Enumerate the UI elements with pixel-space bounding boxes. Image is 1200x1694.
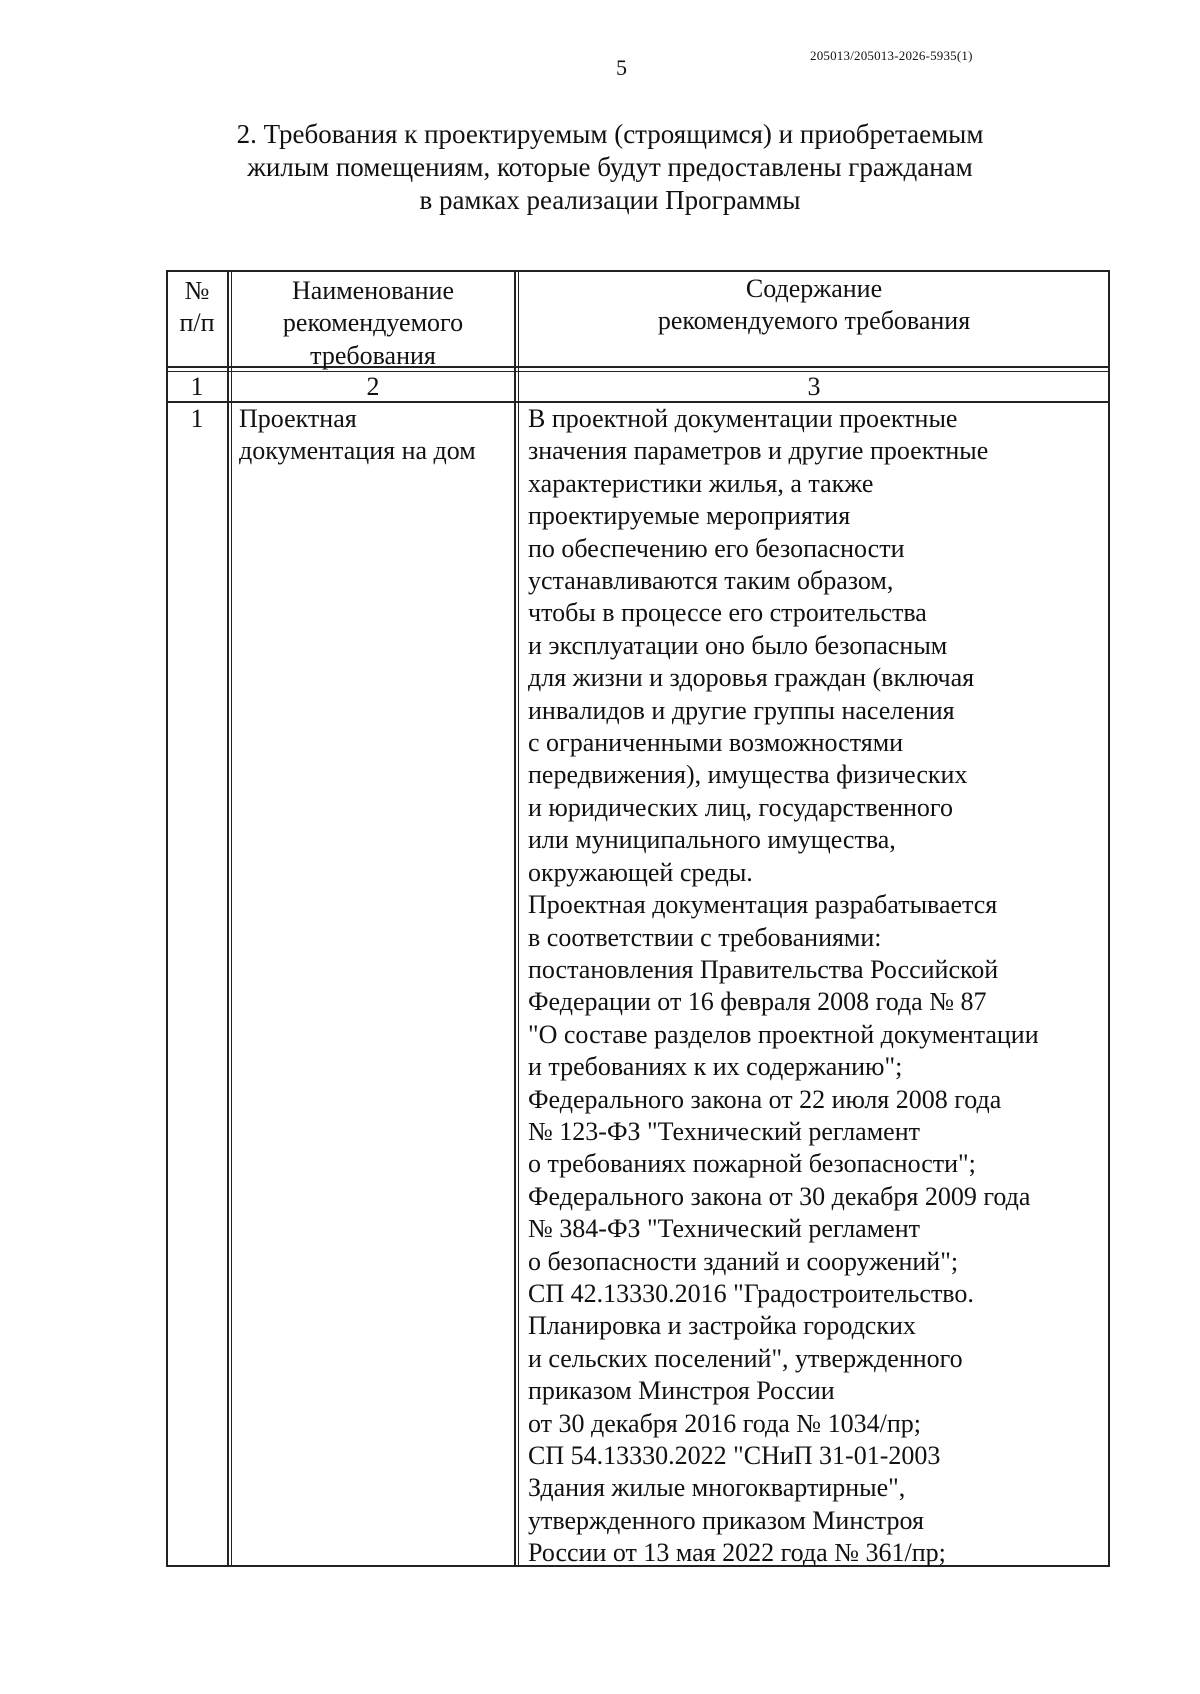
content-line: в соответствии с требованиями: — [528, 922, 882, 952]
row-requirement-content — [528, 403, 1106, 1570]
content-line: с ограниченными возможностями — [528, 728, 904, 758]
heading-line: в рамках реализации Программы — [419, 185, 801, 215]
requirement-name-line: документация на дом — [239, 436, 476, 466]
heading-line: жилым помещениям, которые будут предоставлены гражданам — [247, 152, 973, 182]
content-line: значения параметров и другие проектные — [528, 436, 989, 466]
content-line: Федерального закона от 30 декабря 2009 года — [528, 1181, 1031, 1211]
content-line: и сельских поселений", утвержденного — [528, 1343, 963, 1373]
header-col-number-line: п/п — [179, 308, 215, 338]
header-col-number-line: № — [184, 276, 210, 305]
content-line: № 123-ФЗ "Технический регламент — [528, 1116, 920, 1146]
content-line: характеристики жилья, а также — [528, 468, 874, 498]
content-line: России от 13 мая 2022 года № 361/пр; — [528, 1538, 946, 1568]
content-line: приказом Минстроя России — [528, 1376, 835, 1406]
row-number: 1 — [190, 404, 204, 433]
content-line: и требованиях к их содержанию"; — [528, 1052, 903, 1082]
content-line: постановления Правительства Российской — [528, 954, 999, 984]
table-border-right — [1108, 270, 1110, 1567]
content-line: "О составе разделов проектной документации — [528, 1019, 1039, 1049]
content-line: Здания жилые многоквартирные", — [528, 1473, 906, 1503]
column-divider-2-inner — [518, 270, 519, 1567]
header-col-name-line: рекомендуемого — [282, 308, 464, 338]
content-line: передвижения), имущества физических — [528, 760, 968, 790]
section-heading — [180, 118, 1040, 217]
column-number-3: 3 — [807, 372, 821, 401]
content-line: Проектная документация разрабатывается — [528, 890, 998, 920]
content-line: о безопасности зданий и сооружений"; — [528, 1246, 959, 1276]
content-line: Федерального закона от 22 июля 2008 года — [528, 1084, 1002, 1114]
content-line: или муниципального имущества, — [528, 825, 896, 855]
content-line: Федерации от 16 февраля 2008 года № 87 — [528, 987, 987, 1017]
table-border-top — [166, 270, 1110, 272]
content-line: по обеспечению его безопасности — [528, 533, 905, 563]
content-line: и эксплуатации оно было безопасным — [528, 630, 948, 660]
content-line: СП 54.13330.2022 "СНиП 31-01-2003 — [528, 1441, 941, 1470]
content-line: окружающей среды. — [528, 857, 753, 887]
content-line: Планировка и застройка городских — [528, 1311, 916, 1341]
content-line: проектируемые мероприятия — [528, 501, 851, 531]
column-divider-2 — [514, 270, 516, 1567]
column-number-1: 1 — [190, 372, 204, 401]
content-line: и юридических лиц, государственного — [528, 792, 953, 822]
requirement-name-line: Проектная — [239, 404, 357, 433]
content-line: № 384-ФЗ "Технический регламент — [528, 1214, 920, 1244]
column-divider-1 — [227, 270, 229, 1567]
column-number-2: 2 — [366, 372, 380, 401]
header-col-name — [232, 275, 514, 372]
content-line: В проектной документации проектные — [528, 404, 958, 433]
content-line: чтобы в процессе его строительства — [528, 598, 927, 628]
header-col-content — [520, 273, 1108, 338]
heading-line: 2. Требования к проектируемым (строящимся) и приобретаемым — [236, 119, 984, 149]
header-col-content-line: Содержание — [745, 274, 883, 303]
row-requirement-name — [239, 403, 511, 468]
page-number: 5 — [616, 55, 627, 80]
requirements-table — [166, 270, 1110, 1567]
table-border-left — [166, 270, 168, 1567]
content-line: о требованиях пожарной безопасности"; — [528, 1149, 976, 1179]
header-col-name-line: Наименование — [292, 276, 454, 305]
header-col-number — [168, 275, 226, 340]
header-col-name-line: требования — [310, 340, 436, 370]
content-line: от 30 декабря 2016 года № 1034/пр; — [528, 1408, 921, 1438]
content-line: утвержденного приказом Минстроя — [528, 1505, 924, 1535]
content-line: для жизни и здоровья граждан (включая — [528, 663, 975, 693]
content-line: инвалидов и другие группы населения — [528, 695, 955, 725]
column-divider-1-inner — [231, 270, 232, 1567]
content-line: СП 42.13330.2016 "Градостроительство. — [528, 1278, 974, 1308]
document-id: 205013/205013-2026-5935(1) — [810, 48, 973, 63]
header-col-content-line: рекомендуемого требования — [657, 306, 971, 336]
content-line: устанавливаются таким образом, — [528, 566, 894, 596]
